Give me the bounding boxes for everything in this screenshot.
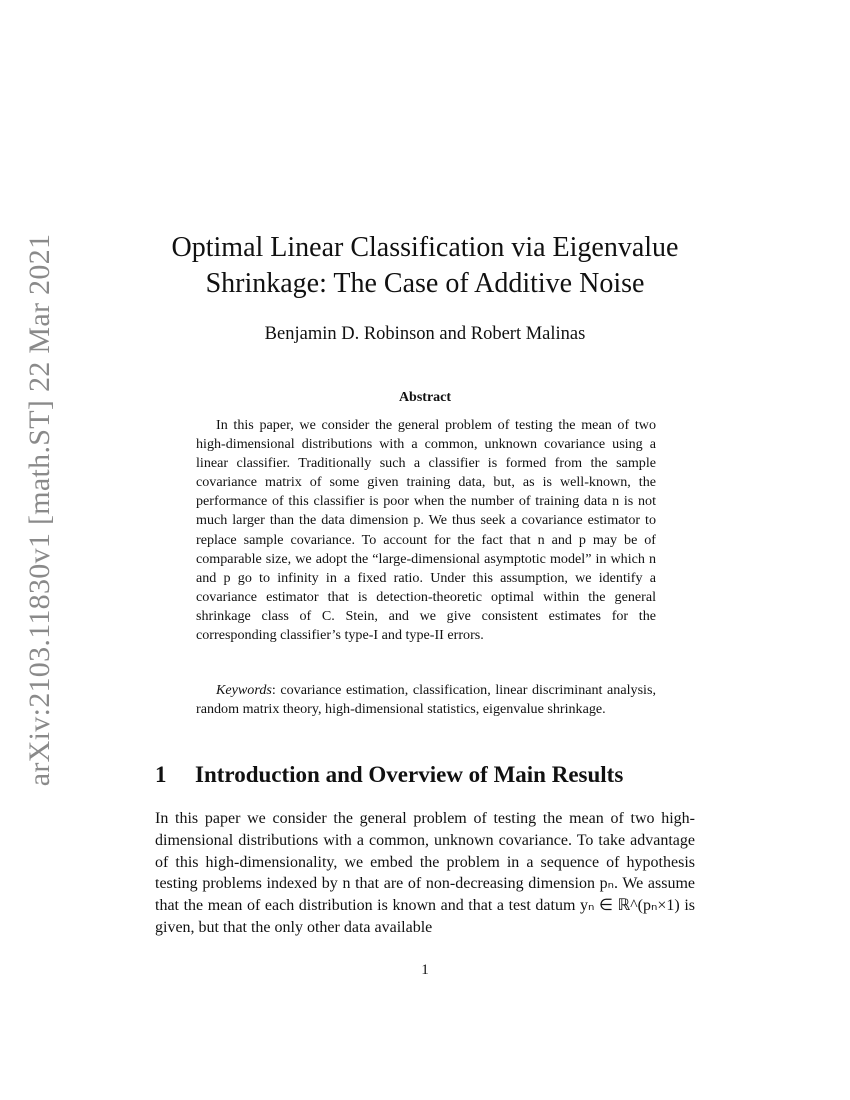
paper-title: Optimal Linear Classification via Eigenvalue Shrinkage: The Case of Additive Noise	[171, 232, 679, 299]
section-heading	[155, 762, 715, 788]
arxiv-identifier-text: arXiv:2103.11830v1 [math.ST] 22 Mar 2021	[23, 233, 57, 787]
keywords-list: covariance estimation, classification, linear discriminant analysis, random matrix theory, high-dimensional statistics, eigenvalue shrinkage.	[196, 682, 656, 718]
section-title: Introduction and Overview of Main Results	[195, 762, 624, 787]
paper-authors: Benjamin D. Robinson and Robert Malinas	[264, 324, 586, 344]
introduction-text: In this paper we consider the general problem of testing the mean of two high-dimensional distributions with a common, unknown covariance. To take advantage of this high-dimensionality, we embed the problem in a sequence of hypothesis testing problems indexed by n that are of non-decreasing dimension pₙ. We assume that the mean of each distribution is known and that a test datum yₙ ∈ ℝ^(pₙ×1) is given, but that the only other data available	[155, 810, 695, 936]
keywords-label: Keywords	[216, 682, 272, 698]
section-number: 1	[155, 762, 167, 787]
abstract-heading: Abstract	[398, 390, 452, 405]
abstract-text: In this paper, we consider the general problem of testing the mean of two high-dimensional distributions with a common, unknown covariance using a linear classifier. Traditionally such a classifier is formed from the sample covariance matrix of some given training data, but, as is well-known, the performance of this classifier is poor when the number of training data n is not much larger than the data dimension p. We thus seek a covariance estimator to replace sample covariance. To account for the fact that n and p may be of comparable size, we adopt the “large-dimensional asymptotic model” in which n and p go to infinity in a fixed ratio. Under this assumption, we identify a covariance estimator that is detection-theoretic optimal within the general shrinkage class of C. Stein, and we give consistent estimates for the corresponding classifier’s type-I and type-II errors.	[196, 417, 656, 644]
page-number: 1	[421, 962, 429, 978]
arxiv-identifier-stamp	[20, 233, 60, 787]
keywords-paragraph: Keywords: covariance estimation, classification, linear discriminant analysis, random matrix theory, high-dimensional statistics, eigenvalue shrinkage.	[196, 682, 656, 718]
